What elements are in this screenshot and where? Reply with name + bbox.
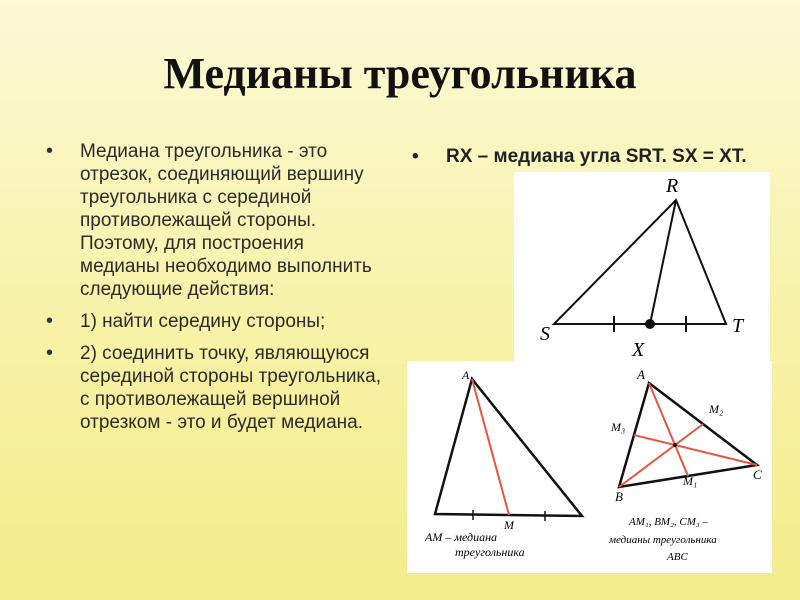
median-rx	[650, 200, 676, 324]
slide-title: Медианы треугольника	[163, 49, 637, 98]
label-a: A	[637, 367, 645, 382]
left-bullet-list	[46, 140, 386, 443]
label-r: R	[666, 175, 679, 197]
label-c: C	[753, 467, 762, 482]
caption-abc-line3: ABC	[667, 551, 688, 563]
label-m: M	[504, 518, 514, 532]
caption-am-line2: треугольника	[455, 545, 525, 559]
label-x: X	[632, 339, 645, 361]
label-a: A	[462, 368, 470, 382]
caption-abc-line1: AM₁, BM₂, CM₃ –	[629, 516, 708, 528]
figure-medians-abc	[597, 361, 772, 573]
label-m1: M₁	[683, 474, 698, 488]
triangle-am	[435, 379, 582, 516]
right-bullet-rx: • RX – медиана угла SRT. SX = XT.	[412, 145, 800, 168]
label-m2: M₂	[709, 402, 724, 416]
label-b: B	[615, 489, 623, 504]
medians-abc-svg	[597, 361, 772, 573]
centroid-point	[673, 443, 677, 447]
label-m3: M₃	[611, 420, 626, 434]
median-am	[472, 379, 509, 515]
figure-triangle-srt	[514, 172, 770, 362]
label-s: S	[540, 323, 550, 345]
label-t: T	[732, 315, 744, 337]
bullet-step-1: • 1) найти середину стороны;	[46, 310, 386, 333]
bullet-definition: • Медиана треугольника - это отрезок, соединяющий вершину треугольника с серединой противолежащей стороны. Поэтому, для построения медианы необходимо выполнить следующие действия:	[46, 140, 386, 301]
caption-abc-line2: медианы треугольника	[609, 534, 717, 546]
triangle-srt	[554, 200, 726, 324]
figure-median-am	[407, 361, 597, 573]
median-am-svg	[407, 361, 597, 573]
point-x	[645, 319, 655, 329]
caption-am-line1: AM – медиана	[425, 530, 498, 544]
bullet-step-2: • 2) соединить точку, являющуюся серединой стороны треугольника, с противолежащей вершиной отрезком - это и будет медиана.	[46, 342, 386, 434]
triangle-srt-svg	[514, 172, 770, 362]
